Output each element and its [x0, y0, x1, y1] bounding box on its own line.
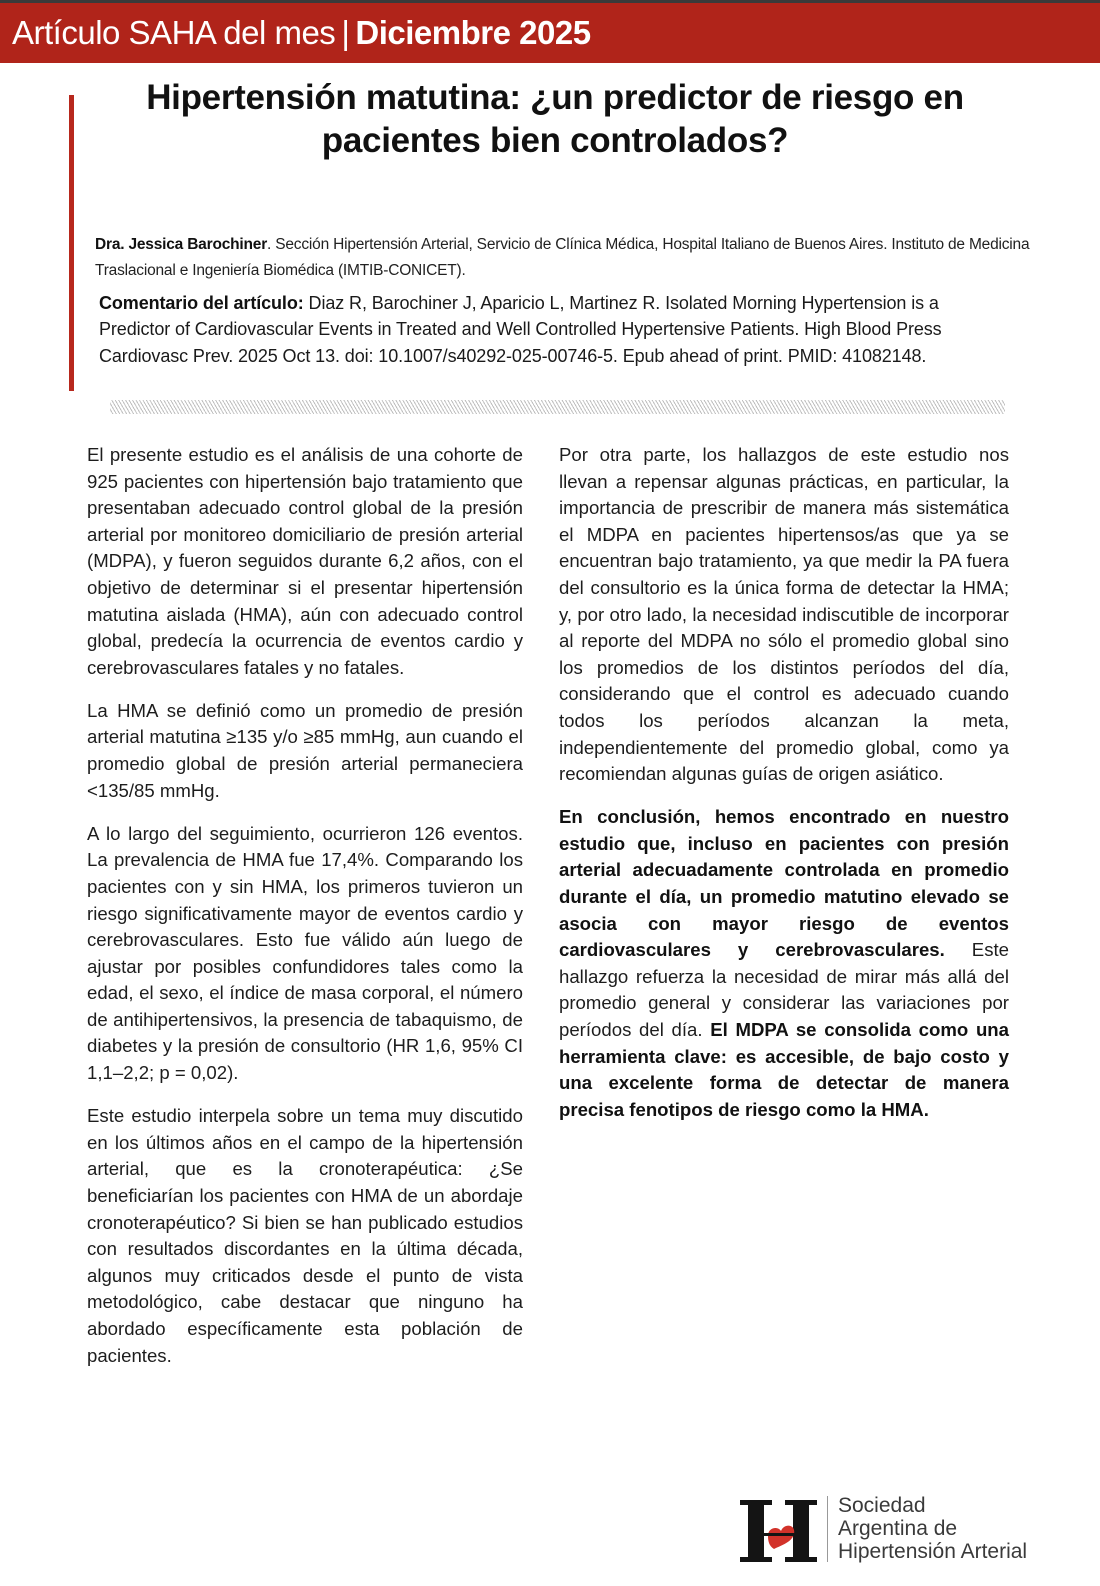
- saha-h-heart-logo-icon: [738, 1496, 820, 1564]
- saha-logo: [738, 1496, 1068, 1566]
- logo-text: [838, 1494, 1027, 1563]
- citation-text: Diaz R, Barochiner J, Aparicio L, Martinez R. Isolated Morning Hypertension is a Predictor of Cardiovascular Events in Treated and Well Controlled Hypertensive Patients. High Blood Press Cardiovasc Prev. 2025 Oct 13. doi: 10.1007/s40292-025-00746-5. Epub ahead of print. PMID: 41082148.: [99, 293, 942, 366]
- article-title: Hipertensión matutina: ¿un predictor de riesgo en pacientes bien controlados?: [146, 78, 964, 160]
- logo-divider: [827, 1496, 828, 1562]
- citation-label: Comentario del artículo:: [99, 293, 304, 313]
- conclusion-bold-intro: En conclusión, hemos encontrado en nuestro estudio que, incluso en pacientes con presión arterial adecuadamente controlada en promedio durante el día, un promedio matutino elevado se asocia con mayor riesgo de eventos cardiovasculares y cerebrovasculares.: [559, 806, 1009, 961]
- paragraph-chronotherapy: Este estudio interpela sobre un tema muy discutido en los últimos años en el campo de la hipertensión arterial, que es la cronoterapéutica: ¿Se beneficiarían los pacientes con HMA de un abordaje cronoterapéutico? Si bien se han publicado estudios con resultados discordantes en la última década, algunos muy criticados desde el punto de vista metodológico, cabe destacar que ninguno ha abordado específicamente esta población de pacientes.: [87, 1105, 523, 1366]
- header-label: Artículo SAHA del mes: [12, 14, 336, 51]
- paragraph-implications: Por otra parte, los hallazgos de este estudio nos llevan a repensar algunas prácticas, en particular, la importancia de prescribir de manera más sistemática el MDPA en pacientes hipertensos/as que ya se encuentran bajo tratamiento, ya que medir la PA fuera del consultorio es la única forma de detectar la HMA; y, por otro lado, la necesidad indiscutible de incorporar al reporte del MDPA no sólo el promedio global sino los promedios de los distintos períodos del día, considerando que el control es adecuado cuando todos los períodos alcanzan la meta, independientemente del promedio global, como ya recomiendan algunas guías de origen asiático.: [559, 444, 1009, 785]
- logo-line-1: Sociedad: [838, 1494, 926, 1517]
- left-column: [87, 442, 523, 1386]
- hatched-divider: [110, 400, 1005, 414]
- header-separator: |: [341, 14, 350, 51]
- logo-line-2: Argentina de: [838, 1517, 958, 1540]
- author-name: Dra. Jessica Barochiner: [95, 236, 268, 253]
- author-affiliation: . Sección Hipertensión Arterial, Servicio de Clínica Médica, Hospital Italiano de Buenos Aires. Instituto de Medicina Traslacional e Ingeniería Biomédica (IMTIB-CONICET).: [95, 236, 1030, 279]
- conclusion-regular: Este hallazgo refuerza la necesidad de mirar más allá del promedio general y considerar las variaciones por períodos del día.: [559, 939, 1009, 1040]
- paragraph-hma-definition: La HMA se definió como un promedio de presión arterial matutina ≥135 y/o ≥85 mmHg, aun cuando el promedio global de presión arterial permaneciera <135/85 mmHg.: [87, 699, 523, 801]
- header-banner: [0, 3, 1100, 63]
- paragraph-results: A lo largo del seguimiento, ocurrieron 126 eventos. La prevalencia de HMA fue 17,4%. Comparando los pacientes con y sin HMA, los primeros tuvieron un riesgo significativamente mayor de eventos cardio y cerebrovasculares. Esto fue válido aún luego de ajustar por posibles confundidores tales como la edad, el sexo, el índice de masa corporal, el número de antihipertensivos, la presencia de tabaquismo, de diabetes y la presión de consultorio (HR 1,6, 95% CI 1,1–2,2; p = 0,02).: [87, 822, 523, 1084]
- paragraph-conclusion: [559, 804, 1009, 1123]
- conclusion-bold-closing: El MDPA se consolida como una herramienta clave: es accesible, de bajo costo y una excelente forma de detectar de manera precisa fenotipos de riesgo como la HMA.: [559, 1018, 1009, 1120]
- logo-line-3: Hipertensión Arterial: [838, 1540, 1028, 1563]
- paragraph-study-description: El presente estudio es el análisis de una cohorte de 925 pacientes con hipertensión bajo tratamiento que presentaban adecuado control global de la presión arterial por monitoreo domiciliario de presión arterial (MDPA), y fueron seguidos durante 6,2 años, con el objetivo de determinar si el presentar hipertensión matutina aislada (HMA), aún con adecuado control global, predecía la ocurrencia de eventos cardio y cerebrovasculares fatales y no fatales.: [87, 444, 523, 678]
- right-column: [559, 442, 1009, 1140]
- article-citation: [99, 290, 1009, 369]
- author-info: [95, 232, 1055, 284]
- title-accent-bar: [69, 95, 74, 391]
- header-month: Diciembre 2025: [355, 14, 591, 51]
